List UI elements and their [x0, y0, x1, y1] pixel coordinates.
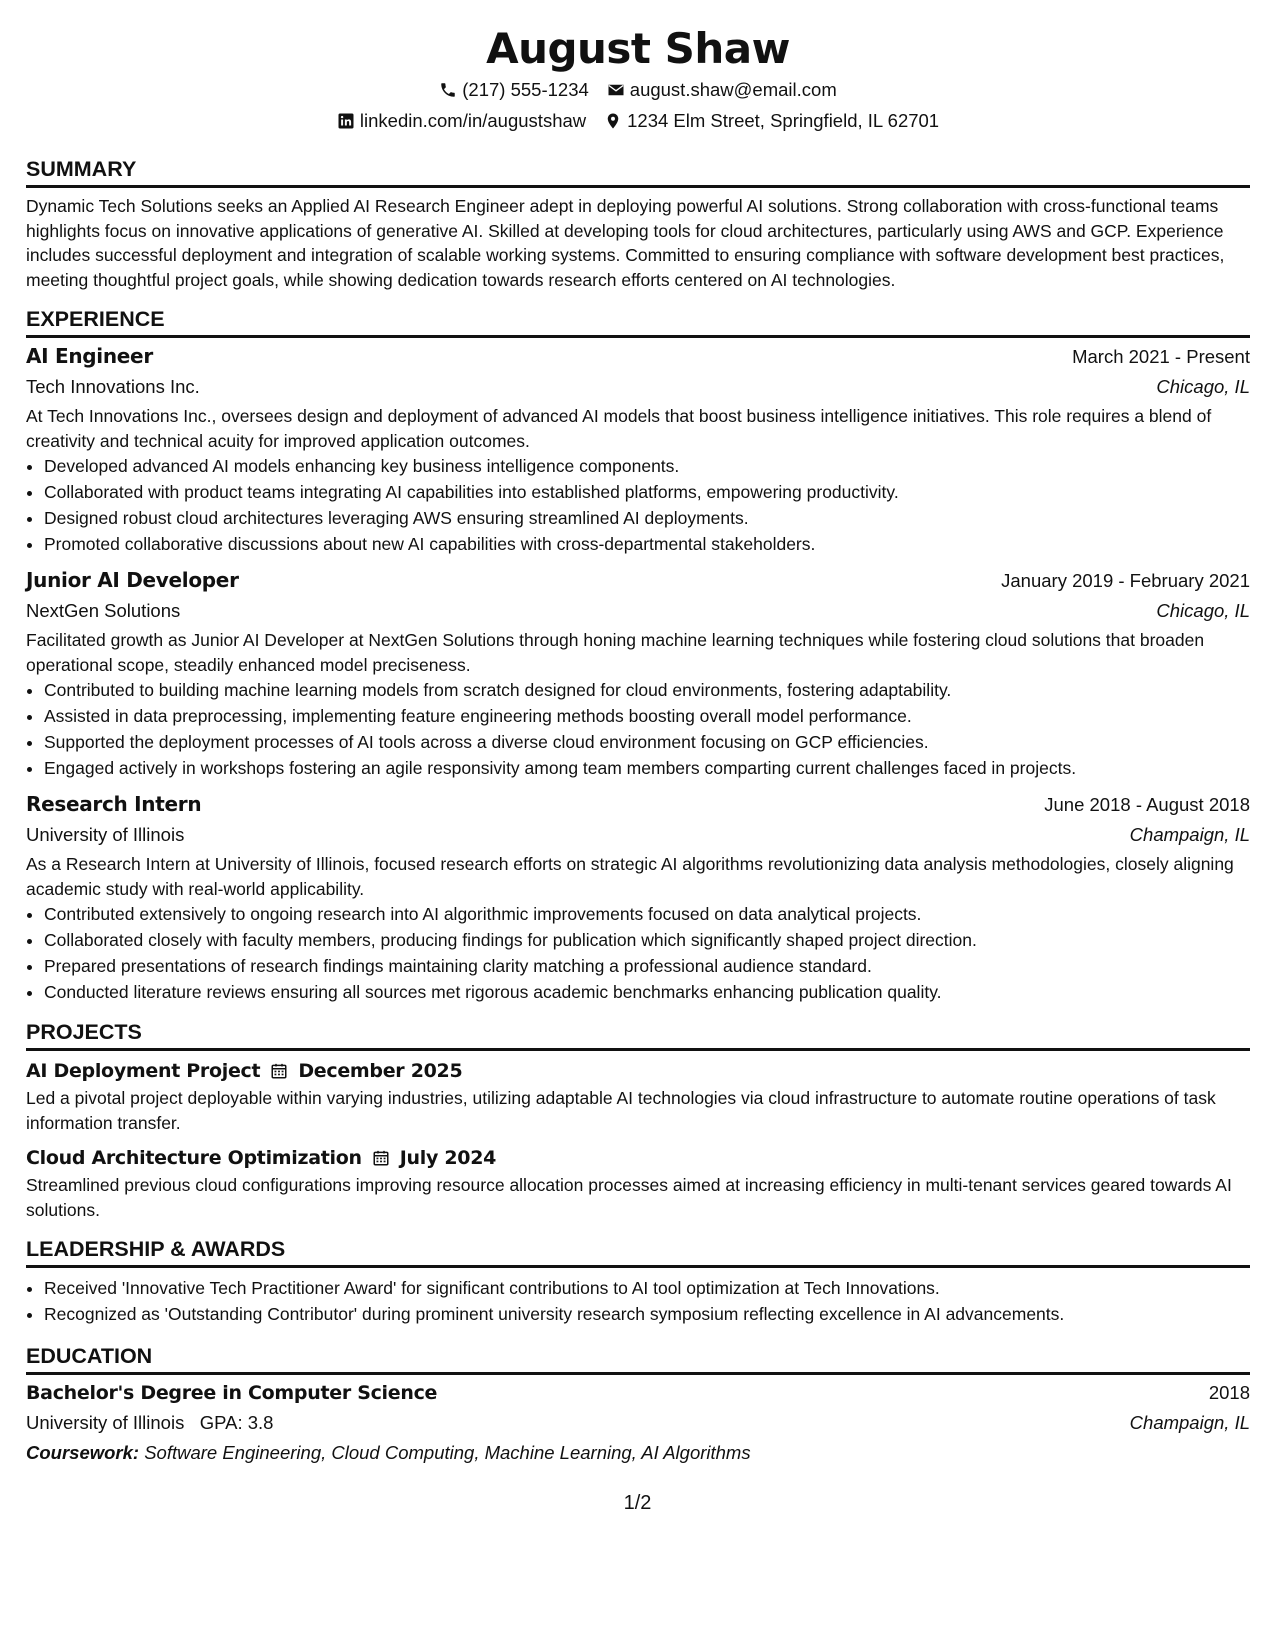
linkedin-text: linkedin.com/in/augustshaw [359, 109, 587, 131]
degree-name: Bachelor's Degree in Computer Science [26, 1382, 438, 1404]
list-item: • Contributed to building machine learning models from scratch designed for cloud environments, fostering adaptability. [44, 677, 1250, 703]
project-name: AI Deployment Project [26, 1060, 261, 1082]
list-item: • Designed robust cloud architectures leveraging AWS ensuring streamlined AI deployments. [44, 505, 1250, 531]
project-entry [26, 1056, 1250, 1135]
job-header [26, 565, 1250, 596]
job-location: Champaign, IL [1129, 824, 1250, 845]
coursework-label: Coursework: [26, 1442, 140, 1463]
project-description: Streamlined previous cloud configurations improving resource allocation processes aimed at increasing efficiency in multi-tenant services geared towards AI solutions. [26, 1175, 1232, 1220]
job-location: Chicago, IL [1156, 376, 1250, 397]
address-contact [604, 110, 939, 132]
job-subheader [26, 372, 1250, 402]
experience-section [26, 306, 1250, 1005]
education-section [26, 1343, 1250, 1468]
list-item: • Developed advanced AI models enhancing key business intelligence components. [44, 453, 1250, 479]
job-title: AI Engineer [26, 344, 153, 368]
calendar-icon [372, 1149, 390, 1167]
list-item: • Prepared presentations of research findings maintaining clarity matching a professional audience standard. [44, 953, 1250, 979]
summary-text: Dynamic Tech Solutions seeks an Applied AI Research Engineer adept in deploying powerful AI solutions. Strong collaboration with cross-functional teams highlights focus on innovative applications of generative AI. Skilled at developing tools for cloud architectures, particularly using AWS and GCP. Experience includes successful deployment and integration of scalable working systems. Committed to ensuring compliance with software development best practices, meeting thoughtful project goals, while showing dedication towards research efforts centered on AI technologies. [26, 196, 1225, 290]
project-header [26, 1143, 1250, 1173]
email-contact[interactable] [607, 79, 837, 101]
job-header [26, 789, 1250, 820]
job-dates: June 2018 - August 2018 [1044, 794, 1250, 815]
linkedin-icon [337, 112, 355, 130]
list-item: • Promoted collaborative discussions about new AI capabilities with cross-departmental stakeholders. [44, 531, 1250, 557]
job-entry [26, 341, 1250, 557]
list-item: • Conducted literature reviews ensuring all sources met rigorous academic benchmarks enhancing publication quality. [44, 979, 1250, 1005]
job-dates: March 2021 - Present [1072, 346, 1250, 367]
calendar-icon [270, 1062, 288, 1080]
list-item: • Collaborated with product teams integrating AI capabilities into established platforms, empowering productivity. [44, 479, 1250, 505]
company-name: Tech Innovations Inc. [26, 376, 200, 397]
section-title-leadership: LEADERSHIP & AWARDS [26, 1236, 1250, 1268]
section-title-education: EDUCATION [26, 1343, 1250, 1375]
job-location: Chicago, IL [1156, 600, 1250, 621]
summary-section [26, 156, 1250, 292]
education-subheader [26, 1408, 1250, 1438]
gpa: GPA: 3.8 [199, 1412, 274, 1433]
education-header [26, 1378, 1250, 1408]
company-name: NextGen Solutions [26, 600, 181, 621]
email-text: august.shaw@email.com [629, 78, 837, 100]
job-entry [26, 789, 1250, 1005]
section-title-projects: PROJECTS [26, 1019, 1250, 1051]
job-bullets [26, 453, 1250, 557]
job-bullets [26, 677, 1250, 781]
job-subheader [26, 596, 1250, 626]
list-item: • Received 'Innovative Tech Practitioner Award' for significant contributions to AI tool optimization at Tech Innovations. [44, 1275, 1250, 1301]
project-date: December 2025 [298, 1060, 463, 1082]
section-title-experience: EXPERIENCE [26, 306, 1250, 338]
graduation-year: 2018 [1208, 1382, 1250, 1403]
coursework-list: Software Engineering, Cloud Computing, Machine Learning, AI Algorithms [144, 1442, 751, 1463]
job-bullets [26, 901, 1250, 1005]
envelope-icon [607, 81, 625, 99]
job-entry [26, 565, 1250, 781]
job-dates: January 2019 - February 2021 [1001, 570, 1250, 591]
school-info [26, 1408, 273, 1438]
job-subheader [26, 820, 1250, 850]
list-item: • Supported the deployment processes of AI tools across a diverse cloud environment focusing on GCP efficiencies. [44, 729, 1250, 755]
phone-text: (217) 555-1234 [462, 78, 589, 100]
project-header [26, 1056, 1250, 1086]
project-date: July 2024 [399, 1147, 497, 1169]
section-title-summary: SUMMARY [26, 156, 1250, 188]
job-description: At Tech Innovations Inc., oversees design and deployment of advanced AI models that boost business intelligence initiatives. This role requires a blend of creativity and technical acuity for improved application outcomes. [26, 406, 1212, 451]
list-item: • Collaborated closely with faculty members, producing findings for publication which significantly shaped project direction. [44, 927, 1250, 953]
leadership-section [26, 1236, 1250, 1327]
map-pin-icon [604, 112, 622, 130]
company-name: University of Illinois [26, 824, 185, 845]
phone-icon [439, 81, 457, 99]
list-item: • Contributed extensively to ongoing research into AI algorithmic improvements focused on data analytical projects. [44, 901, 1250, 927]
job-title: Junior AI Developer [26, 568, 239, 592]
projects-section [26, 1019, 1250, 1222]
leadership-bullets [26, 1275, 1250, 1327]
list-item: • Recognized as 'Outstanding Contributor' during prominent university research symposium reflecting excellence in AI advancements. [44, 1301, 1250, 1327]
project-entry [26, 1143, 1250, 1222]
list-item: • Assisted in data preprocessing, implementing feature engineering methods boosting overall model performance. [44, 703, 1250, 729]
phone-contact [439, 79, 589, 101]
school-location: Champaign, IL [1129, 1412, 1250, 1433]
contact-row-1 [26, 74, 1250, 105]
coursework [26, 1438, 1250, 1468]
address-text: 1234 Elm Street, Springfield, IL 62701 [627, 109, 940, 131]
page-number: 1/2 [623, 1492, 652, 1514]
contact-row-2 [26, 105, 1250, 136]
school-name: University of Illinois [26, 1412, 185, 1433]
linkedin-contact[interactable] [337, 110, 586, 132]
resume-page [26, 24, 1250, 1468]
project-description: Led a pivotal project deployable within varying industries, utilizing adaptable AI technologies via cloud infrastructure to automate routine operations of task information transfer. [26, 1088, 1216, 1133]
candidate-name: August Shaw [486, 24, 790, 73]
job-title: Research Intern [26, 792, 202, 816]
project-name: Cloud Architecture Optimization [26, 1147, 362, 1169]
list-item: • Engaged actively in workshops fostering an agile responsivity among team members comparting current challenges faced in projects. [44, 755, 1250, 781]
job-header [26, 341, 1250, 372]
job-description: As a Research Intern at University of Illinois, focused research efforts on strategic AI algorithms revolutionizing data analysis methodologies, closely aligning academic study with real-world applicability. [26, 854, 1234, 899]
job-description: Facilitated growth as Junior AI Developer at NextGen Solutions through honing machine learning techniques while fostering cloud solutions that broaden operational scope, steadily enhanced model preciseness. [26, 630, 1205, 675]
